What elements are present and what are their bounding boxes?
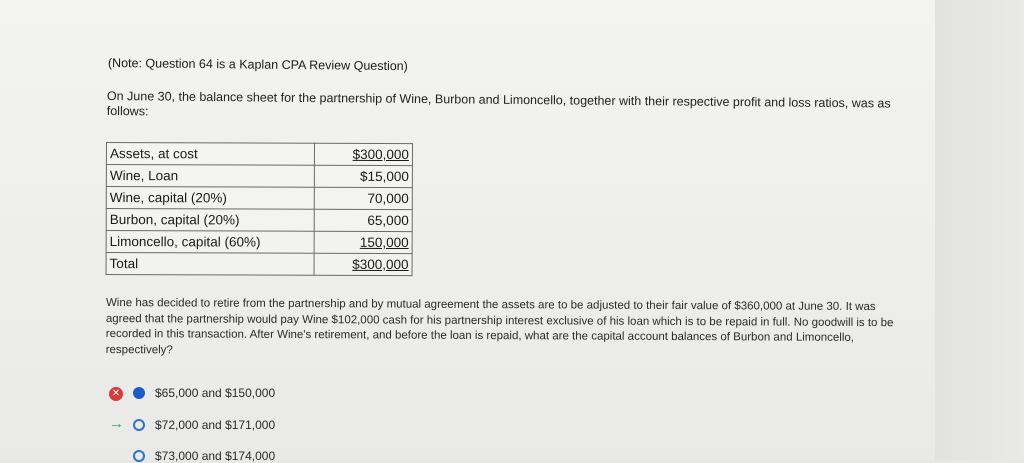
question-text: Wine has decided to retire from the partnership and by mutual agreement the assets are to be adjusted to their fair value of $360,000 at June 30. It was agreed that the partnership would pay Wine $102,000 cash for his partnership interest exclusive of his loan which is to be repaid in full. No goodwill is to be recorded in this transaction. After Wine's retirement, and before the loan is repaid, what are the capital account balances of Burbon and Limoncello, respectively?: [105, 297, 894, 356]
row-amount: 65,000: [315, 209, 413, 231]
row-amount: $300,000: [314, 253, 412, 275]
answer-option-c[interactable]: [133, 449, 275, 463]
row-label: Total: [106, 253, 314, 276]
row-label: Burbon, capital (20%): [106, 209, 314, 232]
problem-intro: On June 30, the balance sheet for the partnership of Wine, Burbon and Limoncello, together with their respective profit and loss ratios, was as follows:: [106, 89, 891, 119]
table-row: [106, 165, 412, 188]
row-label: Wine, capital (20%): [106, 187, 314, 210]
row-label: Limoncello, capital (60%): [106, 231, 314, 254]
radio-unselected-icon[interactable]: [133, 419, 145, 431]
table-row: [106, 143, 412, 166]
radio-unselected-icon[interactable]: [133, 450, 145, 462]
row-label: Assets, at cost: [106, 143, 314, 166]
question-note: (Note: Question 64 is a Kaplan CPA Review Question): [107, 56, 408, 74]
page-margin: [935, 0, 1024, 460]
option-label: $65,000 and $150,000: [155, 386, 276, 400]
option-label: $73,000 and $174,000: [155, 449, 276, 463]
row-amount: 150,000: [314, 231, 412, 253]
row-amount: $15,000: [315, 165, 413, 187]
table-row: [106, 187, 412, 210]
row-amount: 70,000: [315, 187, 413, 209]
answer-option-b[interactable]: [133, 418, 275, 432]
correct-answer-arrow-icon: →: [109, 415, 124, 432]
option-label: $72,000 and $171,000: [155, 418, 276, 432]
row-amount: $300,000: [315, 143, 413, 165]
table-row: [106, 209, 412, 232]
radio-selected-icon[interactable]: [133, 387, 145, 399]
balance-sheet-table: [106, 142, 413, 276]
table-row: [106, 253, 412, 276]
incorrect-x-icon: ✕: [109, 387, 123, 401]
answer-option-a[interactable]: [133, 386, 275, 400]
row-label: Wine, Loan: [106, 165, 314, 188]
table-row: [106, 231, 412, 254]
